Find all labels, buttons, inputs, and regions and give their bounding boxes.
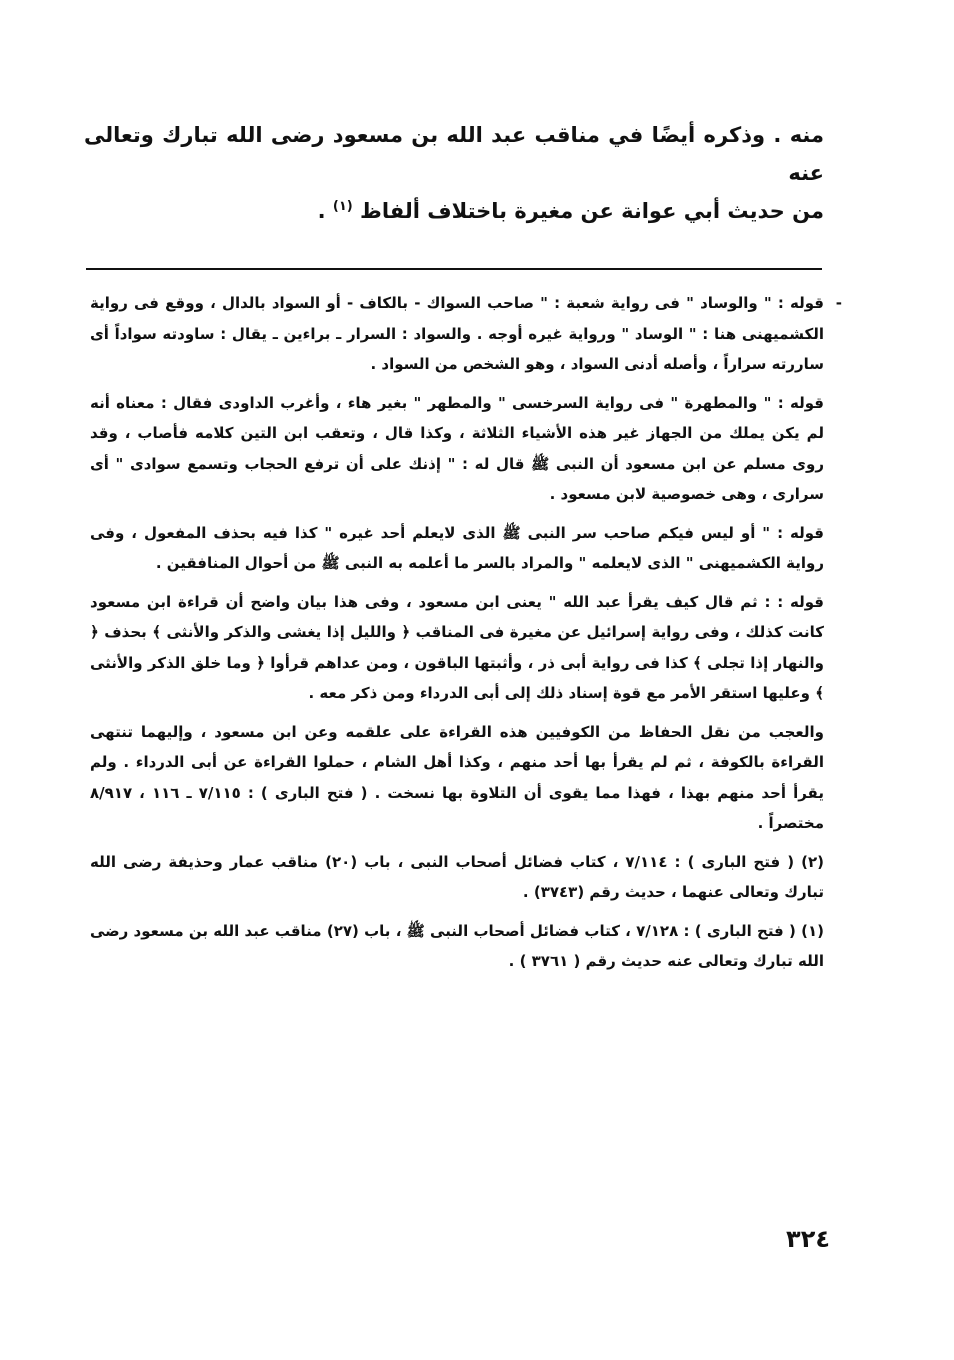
main-text-line-1: منه . وذكره أيضًا في مناقب عبد الله بن مسعود رضى الله تبارك وتعالى عنه <box>84 123 824 185</box>
footnote-2: (٢) ( فتح البارى ) : ٧/١١٤ ، كتاب فضائل أصحاب النبى ، باب (٢٠) مناقب عمار وحذيفة رضى الله تبارك وتعالى عنهما ، حديث رقم (٣٧٤٣) . <box>90 852 824 901</box>
footnote-paragraph-wisad: قوله : " والوساد " فى رواية شعبة : " صاحب السواك - بالكاف - أو السواد بالدال ، ووقع فى رواية الكشميهنى هنا : " الوساد " ورواية غيره أوجه . والسواد : السرار ـ براءين ـ يقال : ساودته سواداً أى ساررته سراراً ، وأصله أدنى السواد ، وهو الشخص من السواد . <box>90 294 824 373</box>
main-text-line-2-body: من حديث أبي عوانة عن مغيرة باختلاف ألفاظ <box>360 199 824 223</box>
main-text-line-2 <box>84 192 824 230</box>
main-body-text <box>84 116 824 230</box>
page-number: ٣٢٤ <box>786 1225 830 1253</box>
footnote-paragraph-ajab: والعجب من نقل الحفاظ من الكوفيين هذه القراءة على علقمه وعن ابن مسعود ، وإليهما تنتهى القراءة بالكوفة ، ثم لم يقرأ بها أحد منهم ، وكذا أهل الشام ، حملوا القراءة عن أبى الدرداء . ولم يقرأ أحد منهم بهذا ، فهذا مما يقوى أن التلاوة بها نسخت . ( فتح البارى ) : ٧/١١٥ ـ ١١٦ ، ٨/٩١٧ مختصراً . <box>90 722 824 832</box>
footnote-paragraph-sahib-sirr: قوله : " أو ليس فيكم صاحب سر النبى ﷺ الذى لايعلم أحد غيره " كذا فيه بحذف المفعول ، وفى رواية الكشميهنى " الذى لايعلمه " والمراد بالسر ما أعلمه به النبى ﷺ من أحوال المنافقين . <box>90 523 824 572</box>
main-text-line-2-end: . <box>317 199 333 223</box>
footnote-block-commentary <box>90 288 842 380</box>
footnote-dash-marker: - <box>835 294 842 312</box>
footnote-paragraph-mathara: قوله : " والمطهرة " فى رواية السرخسى " والمطهر " بغير هاء ، وأغرب الداودى فقال : معناه أنه لم يكن يملك من الجهاز غير هذه الأشياء الثلاثة ، وكذا قال ، وتعقب ابن التين كلامه فأصاب ، وقد روى مسلم عن ابن مسعود أن النبى ﷺ قال له : " إذنك على أن ترفع الحجاب وتسمع سوادى " أى سرارى ، وهى خصوصية لابن مسعود . <box>90 393 824 503</box>
footnote-paragraph-qiraa: قوله : : ثم قال كيف يقرأ عبد الله " يعنى ابن مسعود ، وفى هذا بيان واضح أن قراءة ابن مسعود كانت كذلك ، وفى رواية إسرائيل عن مغيرة فى المناقب ﴿ والليل إذا يغشى والذكر والأنثى ﴾ بحذف ﴿ والنهار إذا تجلى ﴾ كذا فى رواية أبى ذر ، وأثبتها الباقون ، ومن عداهم قرأوا ﴿ وما خلق الذكر والأنثى ﴾ وعليها استقر الأمر مع قوة إسناد ذلك إلى أبى الدرداء ومن ذكر معه . <box>90 592 824 702</box>
footnote-separator-line <box>86 268 822 270</box>
footnote-reference-1: (١) <box>332 199 353 214</box>
footnote-1: (١) ( فتح البارى ) : ٧/١٢٨ ، كتاب فضائل أصحاب النبى ﷺ ، باب (٢٧) مناقب عبد الله بن مسعود رضى الله تبارك وتعالى عنه حديث رقم ( ٣٧٦١ ) . <box>90 921 824 970</box>
footnotes-section <box>90 288 842 985</box>
